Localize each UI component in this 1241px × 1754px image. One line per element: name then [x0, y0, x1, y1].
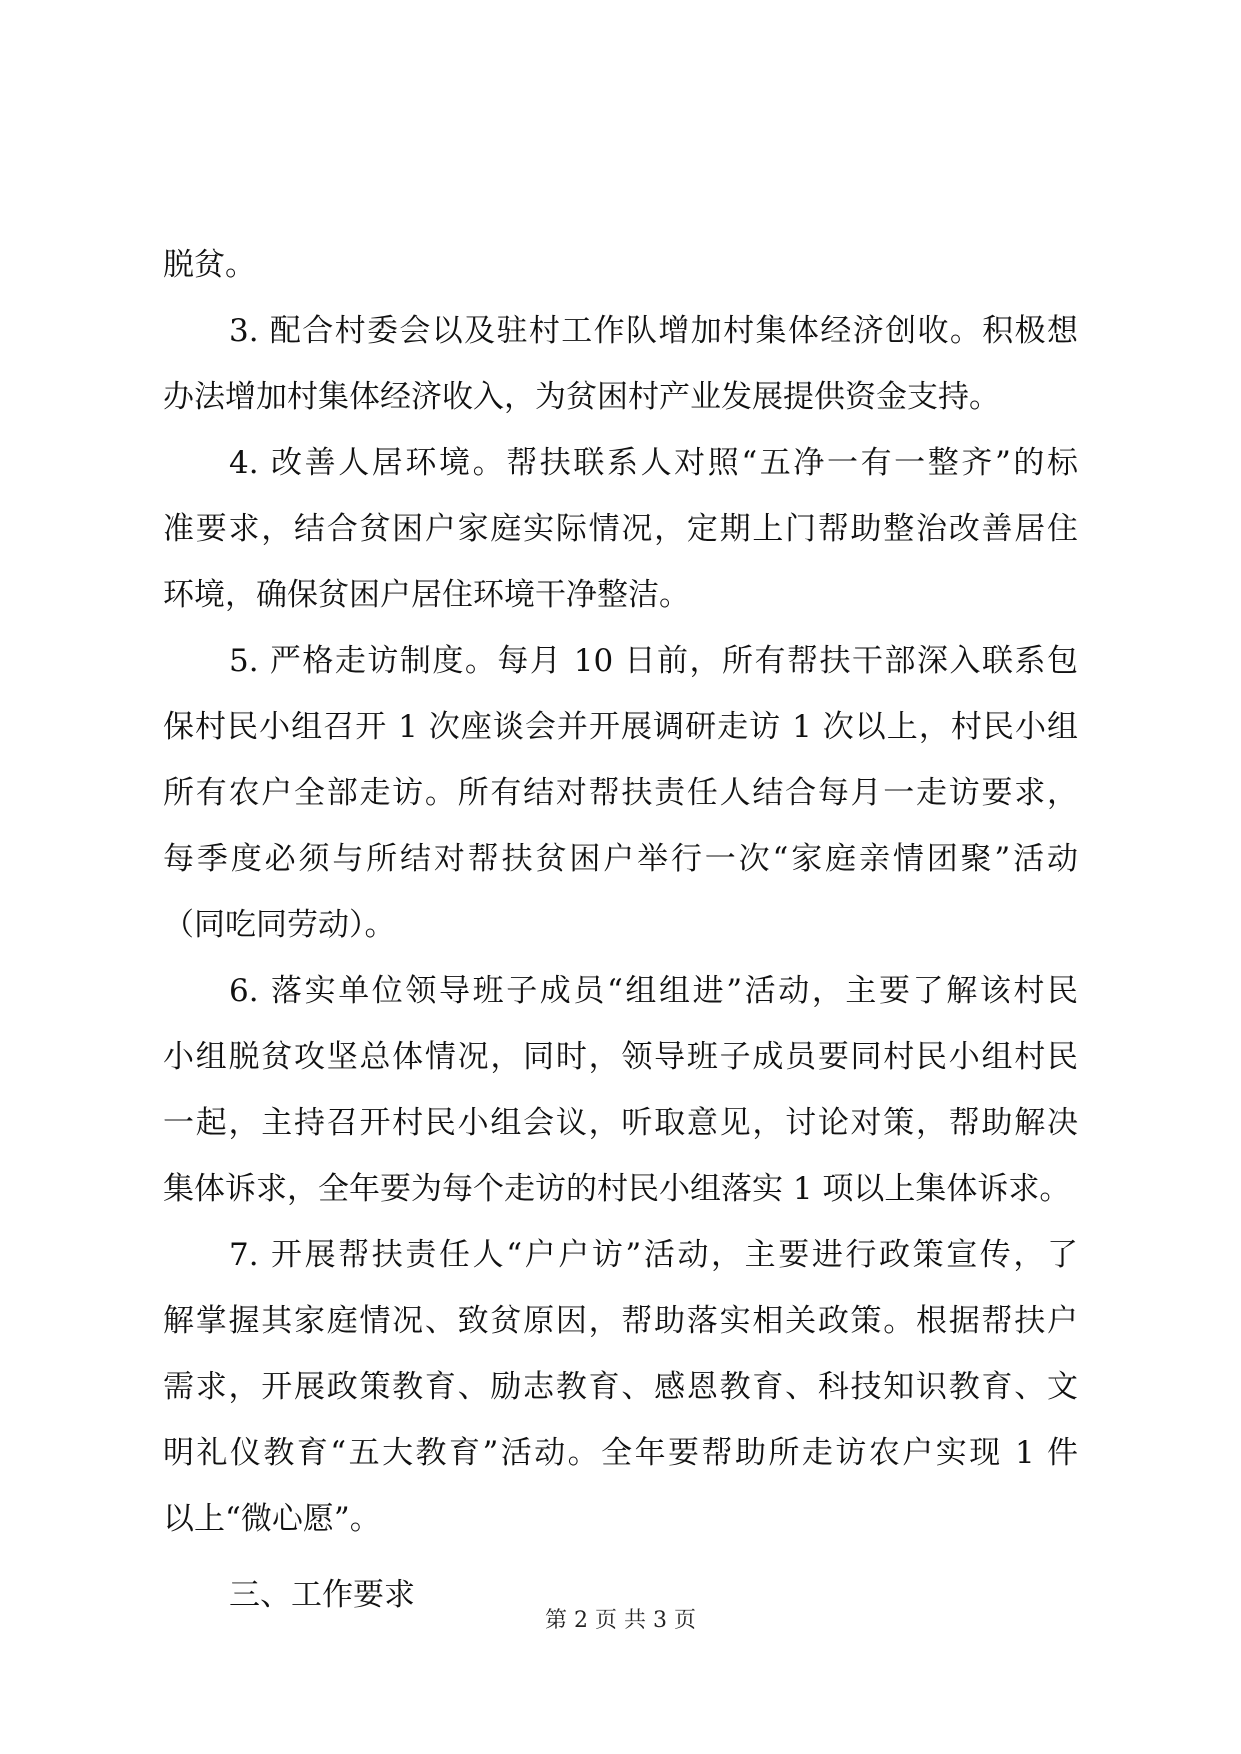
text-line: 环境，确保贫困户居住环境干净整洁。	[163, 577, 690, 613]
section-heading: 三、工作要求	[229, 1577, 415, 1613]
text-line: 脱贫。	[163, 247, 256, 283]
text-line: 明礼仪教育“五大教育”活动。全年要帮助所走访农户实现 1 件	[163, 1435, 1078, 1471]
text-line: 4. 改善人居环境。帮扶联系人对照“五净一有一整齐”的标	[229, 445, 1078, 481]
text-line: 每季度必须与所结对帮扶贫困户举行一次“家庭亲情团聚”活动	[163, 841, 1078, 877]
page-number-footer: 第 2 页 共 3 页	[545, 1608, 696, 1633]
document-body	[163, 232, 1078, 1628]
text-line: （同吃同劳动）。	[163, 907, 396, 943]
text-line: 7. 开展帮扶责任人“户户访”活动，主要进行政策宣传，了	[229, 1237, 1078, 1273]
text-line: 5. 严格走访制度。每月 10 日前，所有帮扶干部深入联系包	[229, 643, 1078, 679]
text-line: 需求，开展政策教育、励志教育、感恩教育、科技知识教育、文	[163, 1369, 1078, 1405]
text-line: 解掌握其家庭情况、致贫原因，帮助落实相关政策。根据帮扶户	[163, 1303, 1078, 1339]
text-line: 办法增加村集体经济收入，为贫困村产业发展提供资金支持。	[163, 379, 1000, 415]
text-line: 小组脱贫攻坚总体情况，同时，领导班子成员要同村民小组村民	[163, 1039, 1078, 1075]
text-line: 6. 落实单位领导班子成员“组组进”活动，主要了解该村民	[229, 973, 1078, 1009]
text-line: 集体诉求，全年要为每个走访的村民小组落实 1 项以上集体诉求。	[163, 1171, 1071, 1207]
text-line: 保村民小组召开 1 次座谈会并开展调研走访 1 次以上，村民小组	[163, 709, 1078, 745]
text-line: 以上“微心愿”。	[163, 1501, 381, 1537]
text-line: 一起，主持召开村民小组会议，听取意见，讨论对策，帮助解决	[163, 1105, 1078, 1141]
text-line: 3. 配合村委会以及驻村工作队增加村集体经济创收。积极想	[229, 313, 1078, 349]
text-line: 准要求，结合贫困户家庭实际情况，定期上门帮助整治改善居住	[163, 511, 1078, 547]
text-line: 所有农户全部走访。所有结对帮扶责任人结合每月一走访要求，	[163, 775, 1078, 811]
